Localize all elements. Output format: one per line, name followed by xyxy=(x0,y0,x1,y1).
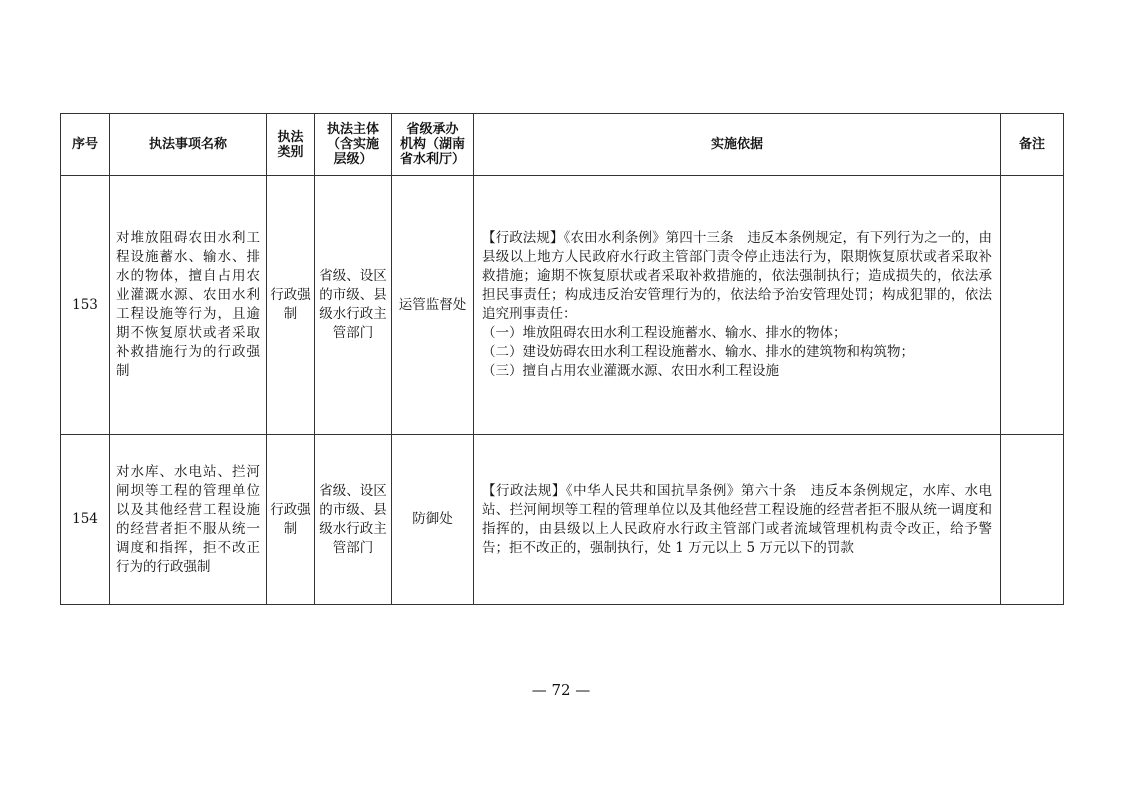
header-seq: 序号 xyxy=(61,114,110,176)
row-name: 对堆放阻碍农田水利工程设施蓄水、输水、排水的物体，擅自占用农业灌溉水源、农田水利工程设施等行为，且逾期不恢复原状或者采取补救措施行为的行政强制 xyxy=(110,176,267,435)
page-number: — 72 — xyxy=(531,681,591,699)
basis-line: （三）擅自占用农业灌溉水源、农田水利工程设施 xyxy=(482,363,779,379)
header-type-line1: 执法 xyxy=(277,129,304,145)
header-org-line3: 省水利厅） xyxy=(399,152,465,167)
basis-line: 【行政法规】《中华人民共和国抗旱条例》第六十条 违反本条例规定，水库、水电站、拦河闸坝等工程的管理单位以及其他经营工程设施的经营者拒不服从统一调度和指挥的，由县级以上人民政府水行政主管部门或者流域管理机构责令改正，给予警告；拒不改正的，强制执行，处 1 万元以上 5 万元以下的罚款 xyxy=(482,482,992,556)
header-subject-line2: （含实施 xyxy=(326,137,379,152)
enforcement-table xyxy=(60,113,1064,605)
row-seq: 154 xyxy=(61,435,110,605)
row-remark xyxy=(1001,176,1064,435)
header-type-line2: 类别 xyxy=(277,144,304,160)
header-org xyxy=(392,114,474,176)
header-name: 执法事项名称 xyxy=(110,114,267,176)
row-subject: 省级、设区的市级、县级水行政主管部门 xyxy=(315,435,392,605)
header-subject-line1: 执法主体 xyxy=(326,122,379,137)
basis-line: 【行政法规】《农田水利条例》第四十三条 违反本条例规定，有下列行为之一的，由县级以上地方人民政府水行政主管部门责令停止违法行为，限期恢复原状或者采取补救措施；逾期不恢复原状或者采取补救措施的，依法强制执行；造成损失的，依法承担民事责任；构成违反治安管理行为的，依法给予治安管理处罚；构成犯罪的，依法追究刑事责任： xyxy=(482,230,992,322)
header-subject-line3: 层级） xyxy=(333,152,373,167)
header-type xyxy=(267,114,315,176)
basis-line: （一）堆放阻碍农田水利工程设施蓄水、输水、排水的物体； xyxy=(482,325,847,341)
row-org: 运管监督处 xyxy=(392,176,474,435)
row-type: 行政强制 xyxy=(267,435,315,605)
row-org: 防御处 xyxy=(392,435,474,605)
row-seq: 153 xyxy=(61,176,110,435)
basis-line: （二）建设妨碍农田水利工程设施蓄水、输水、排水的建筑物和构筑物； xyxy=(482,344,914,360)
header-org-line2: 机构（湖南 xyxy=(399,137,465,152)
row-subject: 省级、设区的市级、县级水行政主管部门 xyxy=(315,176,392,435)
row-name: 对水库、水电站、拦河闸坝等工程的管理单位以及其他经营工程设施的经营者拒不服从统一调度和指挥，拒不改正行为的行政强制 xyxy=(110,435,267,605)
header-org-line1: 省级承办 xyxy=(406,122,459,137)
header-remark: 备注 xyxy=(1001,114,1064,176)
row-basis xyxy=(474,176,1001,435)
table-header-row xyxy=(61,114,1064,176)
row-basis xyxy=(474,435,1001,605)
table-row xyxy=(61,435,1064,605)
row-remark xyxy=(1001,435,1064,605)
row-type: 行政强制 xyxy=(267,176,315,435)
header-basis: 实施依据 xyxy=(474,114,1001,176)
table-row xyxy=(61,176,1064,435)
header-subject xyxy=(315,114,392,176)
